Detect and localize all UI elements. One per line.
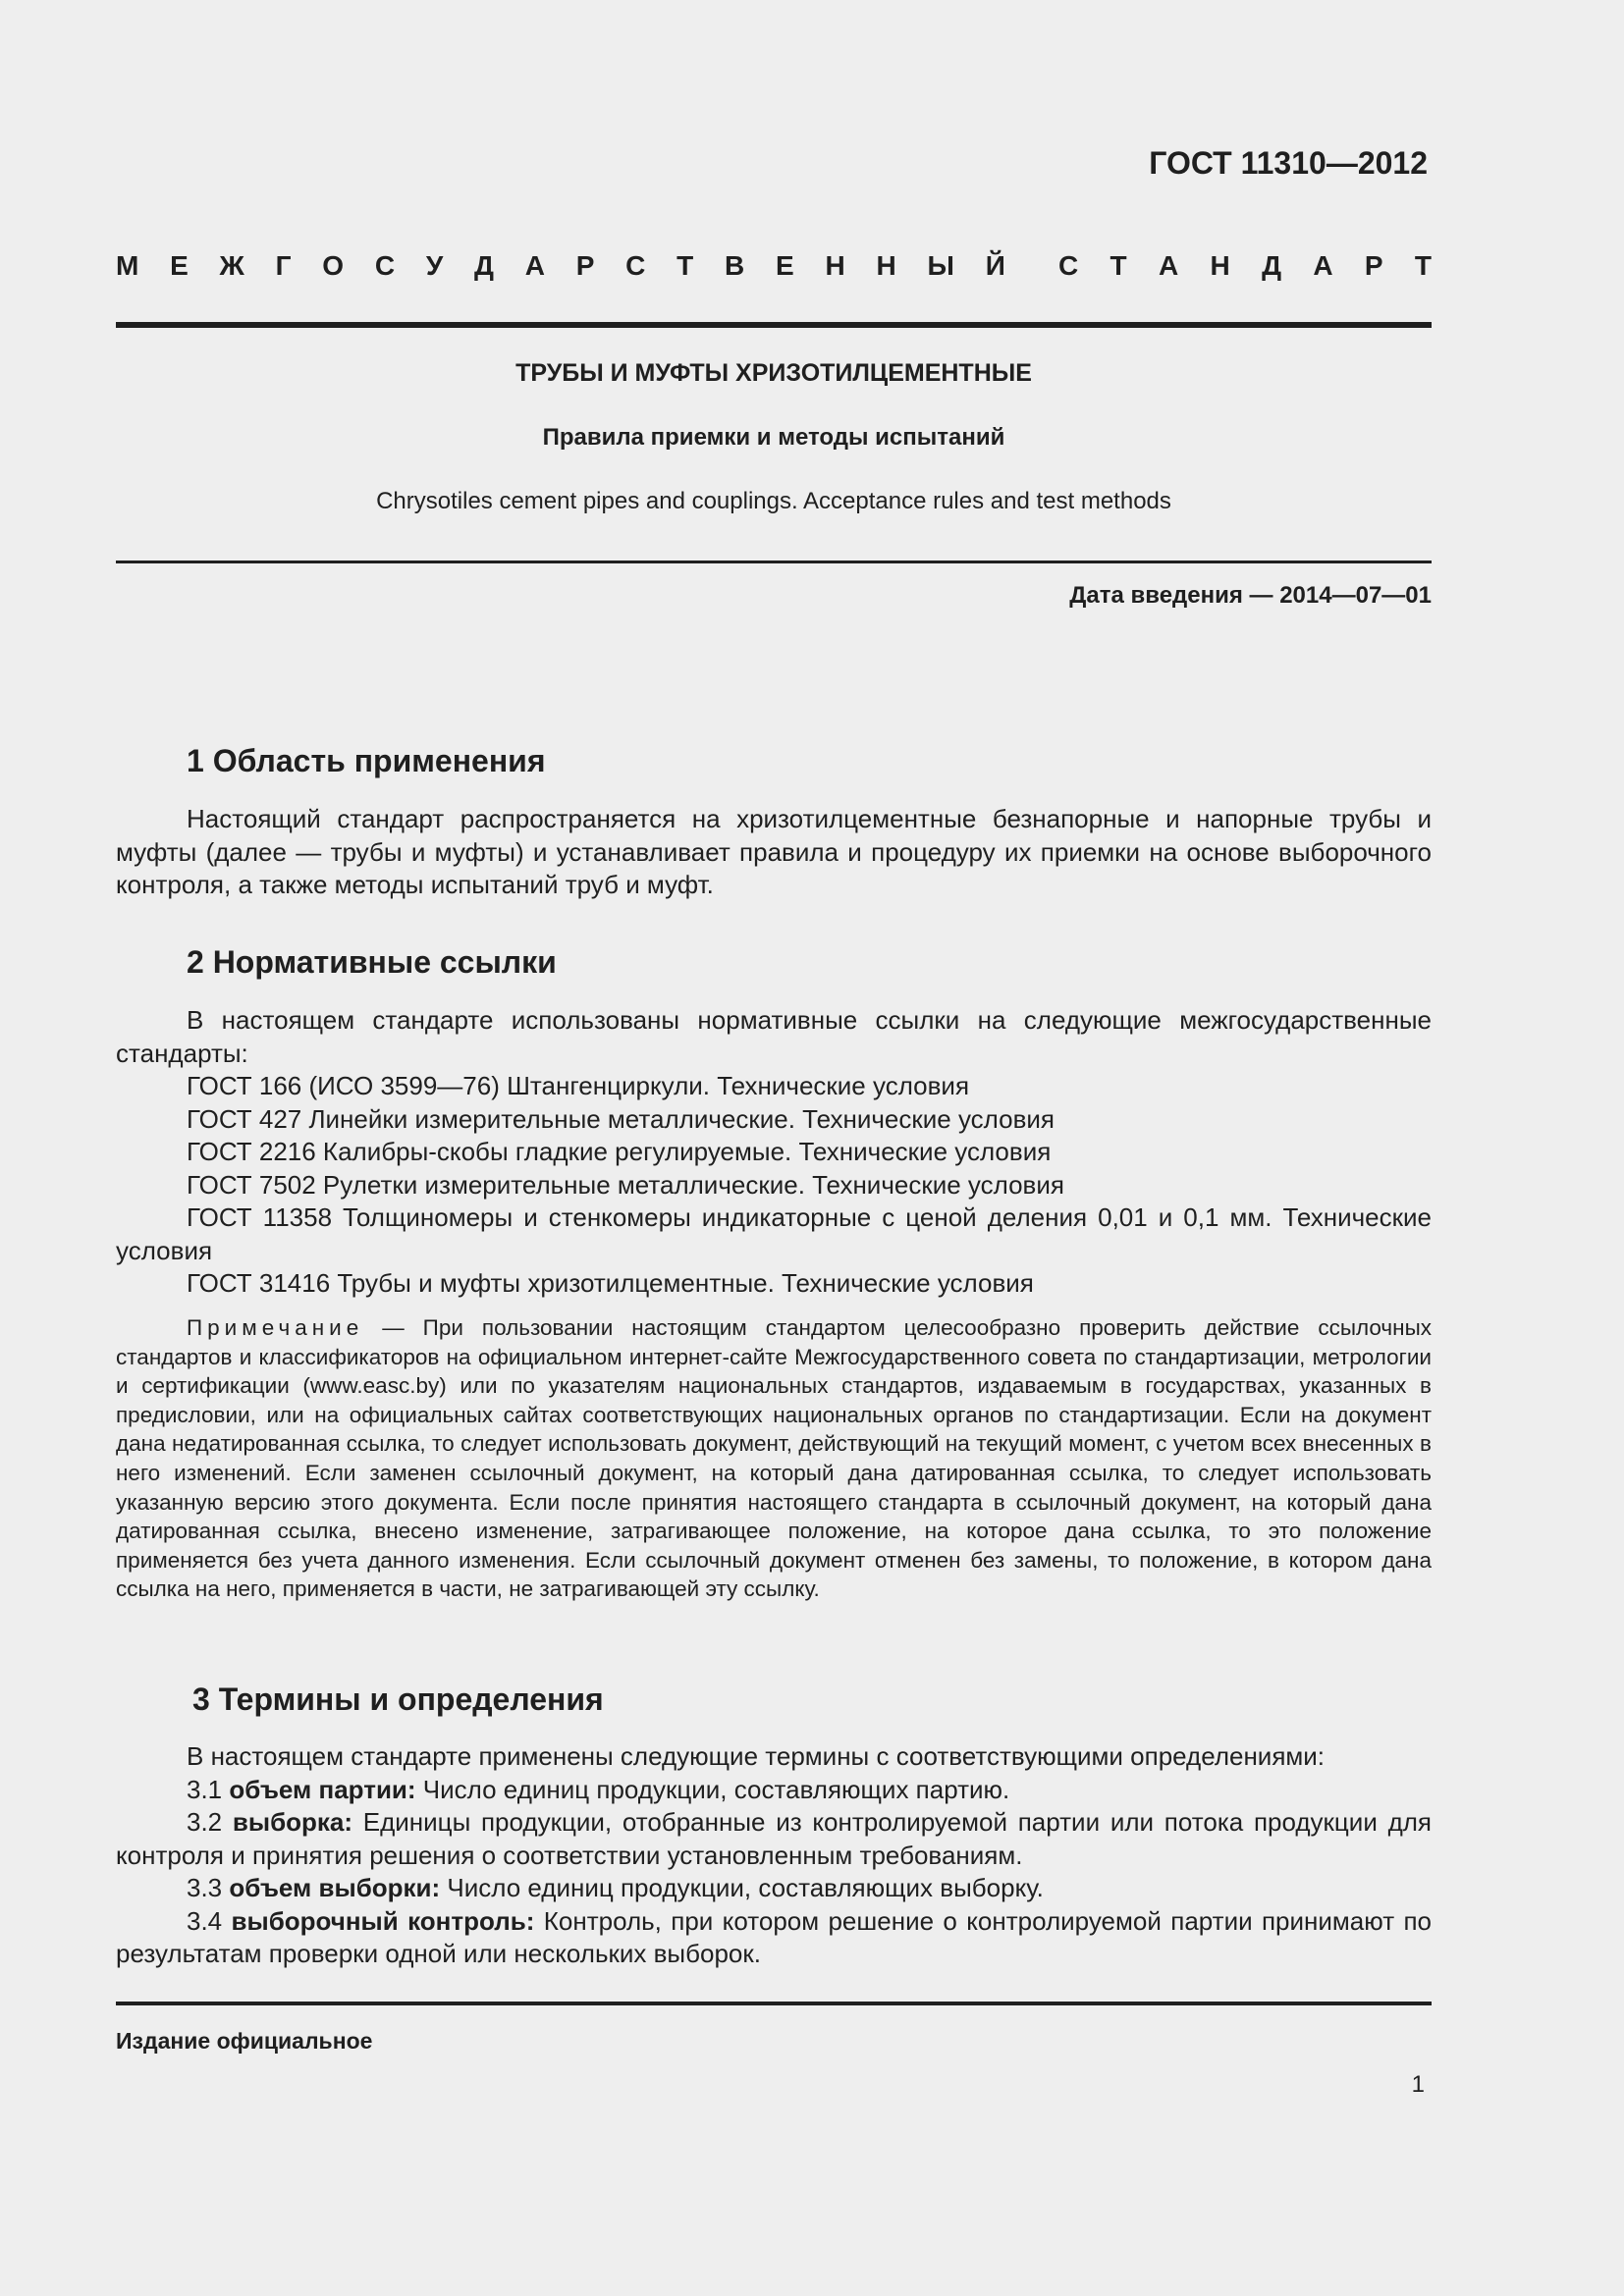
section-heading: 1 Область применения [187, 743, 546, 778]
footer-divider [116, 2002, 1432, 2005]
paragraph: В настоящем стандарте применены следующие термины с соответствующими определениями: [187, 1741, 1326, 1771]
effective-date: Дата введения — 2014—07—01 [1069, 582, 1432, 609]
letter: С [625, 250, 646, 281]
letter: Д [474, 250, 494, 281]
definition: Число единиц продукции, составляющих партию. [415, 1774, 1010, 1804]
letter: Ж [219, 250, 244, 281]
term-definition [116, 1806, 1432, 1872]
term: объем партии: [229, 1774, 416, 1804]
letter: Н [1210, 250, 1230, 281]
letter: Н [825, 250, 845, 281]
interstate-standard-banner [116, 250, 1432, 282]
section-3-body [116, 1740, 1432, 1971]
section-heading: 2 Нормативные ссылки [187, 944, 557, 980]
paragraph: В настоящем стандарте использованы нормативные ссылки на следующие межгосударственные стандарты: [116, 1005, 1432, 1068]
letter: С [1058, 250, 1079, 281]
note-label: Примечание [187, 1315, 364, 1340]
letter: Ы [927, 250, 954, 281]
section-heading: 3 Термины и определения [192, 1682, 604, 1717]
term-number: 3.2 [187, 1807, 233, 1837]
letter: А [1313, 250, 1333, 281]
term-number: 3.4 [187, 1905, 232, 1936]
document-subtitle: Правила приемки и методы испытаний [542, 424, 1005, 451]
letter: У [425, 250, 444, 281]
letter: Г [275, 250, 292, 281]
term: объем выборки: [229, 1873, 441, 1902]
definition: Число единиц продукции, составляющих выборку. [440, 1873, 1044, 1902]
title-divider [116, 561, 1432, 563]
letter: А [1158, 250, 1179, 281]
standard-word [1058, 250, 1432, 282]
letter: Р [575, 250, 595, 281]
letter: С [374, 250, 396, 281]
section-2-heading-block [116, 944, 1432, 981]
term-number: 3.3 [187, 1873, 230, 1902]
term-definition [116, 1905, 1432, 1971]
letter: Е [170, 250, 189, 281]
letter: А [524, 250, 545, 281]
term: выборка: [232, 1807, 353, 1837]
definition: Контроль, при котором решение о контролируемой партии принимают по результатам проверки одной или нескольких выборок. [116, 1905, 1432, 1968]
letter: Д [1262, 250, 1282, 281]
term-definition [116, 1872, 1432, 1905]
reference-item: ГОСТ 166 (ИСО 3599—76) Штангенциркули. Технические условия [187, 1071, 970, 1100]
gost-number: ГОСТ 11310—2012 [1149, 145, 1428, 181]
document-title: ТРУБЫ И МУФТЫ ХРИЗОТИЛЦЕМЕНТНЫЕ [515, 359, 1032, 387]
note-paragraph [116, 1313, 1432, 1604]
definition: Единицы продукции, отобранные из контролируемой партии или потока продукции для контроля и принятия решения о соответствии установленным требованиям. [116, 1807, 1432, 1870]
reference-item: ГОСТ 11358 Толщиномеры и стенкомеры индикаторные с ценой деления 0,01 и 0,1 мм. Технические условия [116, 1202, 1432, 1265]
letter: Т [1110, 250, 1127, 281]
letter: Т [677, 250, 694, 281]
reference-item: ГОСТ 7502 Рулетки измерительные металлические. Технические условия [187, 1169, 1064, 1200]
page-number: 1 [1411, 2071, 1425, 2098]
section-3-heading-block [116, 1682, 1432, 1718]
letter: Н [876, 250, 896, 281]
header-divider [116, 322, 1432, 328]
paragraph: Настоящий стандарт распространяется на хризотилцементные безнапорные и напорные трубы и муфты (далее — трубы и муфты) и устанавливает правила и процедуру их приемки на основе выборочного контроля, а также методы испытаний труб и муфт. [116, 804, 1432, 899]
letter: О [322, 250, 345, 281]
term-number: 3.1 [187, 1774, 230, 1804]
reference-item: ГОСТ 2216 Калибры-скобы гладкие регулируемые. Технические условия [187, 1137, 1052, 1166]
letter: Й [985, 250, 1005, 281]
section-1-body [116, 803, 1432, 902]
english-title: Chrysotiles cement pipes and couplings. Acceptance rules and test methods [376, 488, 1171, 514]
official-edition-label: Издание официальное [116, 2028, 373, 2054]
letter: Т [1414, 250, 1432, 281]
section-2-body [116, 1004, 1432, 1301]
reference-item: ГОСТ 427 Линейки измерительные металлические. Технические условия [187, 1103, 1055, 1134]
letter: Е [776, 250, 794, 281]
note-block [116, 1313, 1432, 1604]
letter: М [116, 250, 139, 281]
reference-item: ГОСТ 31416 Трубы и муфты хризотилцементные. Технические условия [187, 1268, 1034, 1298]
term-definition [116, 1774, 1432, 1807]
term: выборочный контроль: [231, 1905, 535, 1936]
interstate-word [116, 250, 1005, 282]
letter: В [725, 250, 745, 281]
note-text: — При пользовании настоящим стандартом целесообразно проверить действие ссылочных стандартов и классификаторов на официальном интернет-сайте Межгосударственного совета по стандартизации, метрологии и сертификации (www.easc.by) или по указателям национальных стандартов, издаваемым в государствах, указанных в предисловии, или на официальных сайтах соответствующих национальных органов по стандартизации. Если на документ дана недатированная ссылка, то следует использовать документ, действующий на текущий момент, с учетом всех внесенных в него изменений. Если заменен ссылочный документ, на который дана датированная ссылка, то следует использовать указанную версию этого документа. Если после принятия настоящего стандарта в ссылочный документ, на который дана датированная ссылка, внесено изменение, затрагивающее положение, на которое дана ссылка, то это положение применяется без учета данного изменения. Если ссылочный документ отменен без замены, то положение, в котором дана ссылка на него, применяется в части, не затрагивающей эту ссылку. [116, 1315, 1432, 1602]
section-1-heading-block [116, 743, 1432, 779]
letter: Р [1364, 250, 1383, 281]
